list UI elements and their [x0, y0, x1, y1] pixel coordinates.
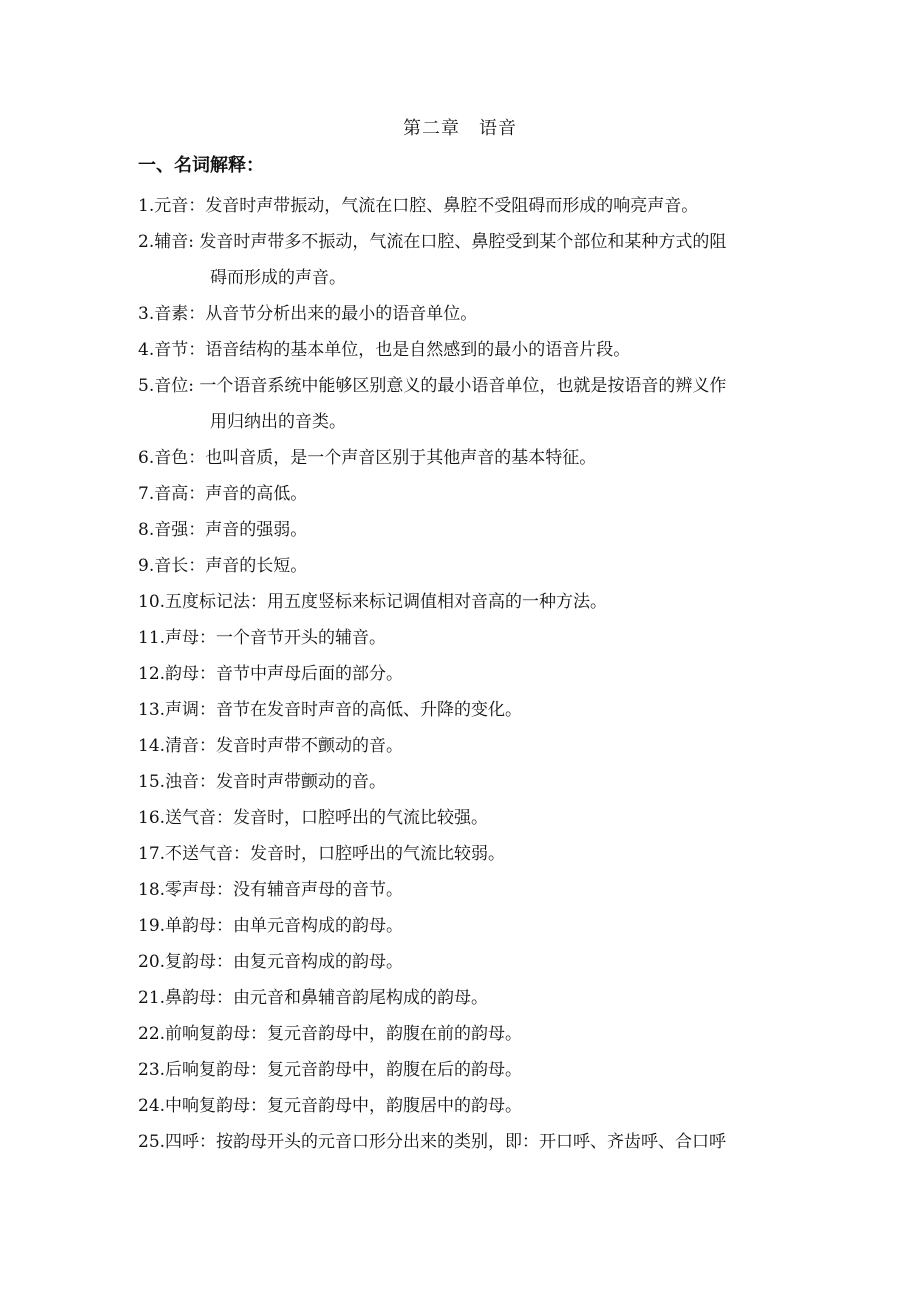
entry-number: 12.	[138, 664, 166, 684]
entry-definition: 音节在发音时声音的高低、升降的变化。	[216, 700, 523, 720]
entry-number: 7.	[138, 484, 155, 504]
entry-number: 20.	[138, 952, 166, 972]
definition-entry	[138, 224, 798, 296]
entry-definition: 发音时声带不颤动的音。	[216, 736, 404, 756]
entry-number: 15.	[138, 772, 166, 792]
entry-number: 18.	[138, 880, 166, 900]
entry-definition: 由元音和鼻辅音韵尾构成的韵母。	[233, 988, 489, 1008]
entry-definition: 语音结构的基本单位，也是自然感到的最小的语音片段。	[205, 340, 631, 360]
entry-definition: 由复元音构成的韵母。	[233, 952, 404, 972]
entry-term: 送气音：	[165, 808, 234, 828]
entry-term: 清音：	[165, 736, 217, 756]
entry-number: 11.	[138, 628, 166, 648]
entry-definition: 发音时声带颤动的音。	[216, 772, 387, 792]
entry-number: 1.	[138, 196, 155, 216]
entry-number: 19.	[138, 916, 166, 936]
entry-number: 6.	[138, 448, 155, 468]
entry-definition: 由单元音构成的韵母。	[233, 916, 404, 936]
entry-term: 后响复韵母：	[165, 1060, 268, 1080]
definition-entry	[138, 980, 798, 1016]
definition-entry	[138, 548, 798, 584]
definition-entry	[138, 908, 798, 944]
entry-term: 声调：	[165, 700, 217, 720]
entry-definition: 复元音韵母中，韵腹居中的韵母。	[267, 1096, 523, 1116]
entry-definition: 一个音节开头的辅音。	[216, 628, 387, 648]
definition-entry	[138, 368, 798, 440]
entry-number: 24.	[138, 1096, 166, 1116]
definition-entry	[138, 296, 798, 332]
definition-entry	[138, 764, 798, 800]
chapter-title: 第二章 语音	[403, 118, 517, 139]
entry-number: 8.	[138, 520, 155, 540]
definition-entry	[138, 440, 798, 476]
entry-term: 复韵母：	[165, 952, 234, 972]
entry-definition: 复元音韵母中，韵腹在前的韵母。	[267, 1024, 523, 1044]
entry-term: 鼻韵母：	[165, 988, 234, 1008]
entry-number: 25.	[138, 1132, 166, 1152]
definition-entry	[138, 728, 798, 764]
entry-definition: 发音时，口腔呼出的气流比较弱。	[250, 844, 506, 864]
entry-number: 14.	[138, 736, 166, 756]
entry-number: 21.	[138, 988, 166, 1008]
entry-term: 零声母：	[165, 880, 234, 900]
entry-term: 音素：	[154, 304, 206, 324]
entry-definition: 音节中声母后面的部分。	[216, 664, 404, 684]
entry-term: 辅音:	[154, 232, 200, 252]
entry-number: 3.	[138, 304, 155, 324]
entry-number: 16.	[138, 808, 166, 828]
entry-term: 音强：	[154, 520, 206, 540]
definition-entry	[138, 836, 798, 872]
entry-number: 13.	[138, 700, 166, 720]
definition-list	[138, 188, 798, 1160]
entry-definition: 也叫音质，是一个声音区别于其他声音的基本特征。	[205, 448, 597, 468]
entry-definition: 一个语音系统中能够区别意义的最小语音单位，也就是按语音的辨义作	[199, 376, 727, 396]
entry-term: 浊音：	[165, 772, 217, 792]
entry-number: 4.	[138, 340, 155, 360]
entry-definition: 复元音韵母中，韵腹在后的韵母。	[267, 1060, 523, 1080]
entry-term: 不送气音：	[165, 844, 251, 864]
definition-entry	[138, 944, 798, 980]
entry-definition: 发音时声带多不振动，气流在口腔、鼻腔受到某个部位和某种方式的阻	[199, 232, 727, 252]
entry-definition-continued: 碍而形成的声音。	[210, 268, 346, 288]
entry-term: 四呼：	[165, 1132, 217, 1152]
entry-number: 5.	[138, 376, 155, 396]
definition-entry	[138, 1124, 798, 1160]
entry-definition: 没有辅音声母的音节。	[233, 880, 404, 900]
entry-number: 22.	[138, 1024, 166, 1044]
entry-number: 23.	[138, 1060, 166, 1080]
entry-definition: 声音的长短。	[205, 556, 308, 576]
definition-entry	[138, 656, 798, 692]
entry-term: 音位:	[154, 376, 200, 396]
definition-entry	[138, 188, 798, 224]
entry-definition: 用五度竖标来标记调值相对音高的一种方法。	[267, 592, 608, 612]
entry-definition: 声音的高低。	[205, 484, 308, 504]
entry-term: 五度标记法：	[165, 592, 268, 612]
entry-definition: 从音节分析出来的最小的语音单位。	[205, 304, 478, 324]
entry-term: 音长：	[154, 556, 206, 576]
entry-number: 9.	[138, 556, 155, 576]
definition-entry	[138, 476, 798, 512]
definition-entry	[138, 512, 798, 548]
entry-term: 中响复韵母：	[165, 1096, 268, 1116]
definition-entry	[138, 620, 798, 656]
entry-definition: 按韵母开头的元音口形分出来的类别，即：开口呼、齐齿呼、合口呼	[216, 1132, 727, 1152]
entry-term: 音高：	[154, 484, 206, 504]
definition-entry	[138, 872, 798, 908]
definition-entry	[138, 692, 798, 728]
entry-definition: 发音时，口腔呼出的气流比较强。	[233, 808, 489, 828]
entry-number: 17.	[138, 844, 166, 864]
entry-term: 前响复韵母：	[165, 1024, 268, 1044]
definition-entry	[138, 1016, 798, 1052]
entry-term: 音节：	[154, 340, 206, 360]
entry-definition: 声音的强弱。	[205, 520, 308, 540]
entry-term: 单韵母：	[165, 916, 234, 936]
definition-entry	[138, 584, 798, 620]
entry-term: 声母：	[165, 628, 217, 648]
entry-number: 2.	[138, 232, 155, 252]
entry-term: 元音：	[154, 196, 206, 216]
definition-entry	[138, 332, 798, 368]
entry-definition-continued: 用归纳出的音类。	[210, 412, 346, 432]
entry-definition: 发音时声带振动，气流在口腔、鼻腔不受阻碍而形成的响亮声音。	[205, 196, 699, 216]
entry-number: 10.	[138, 592, 166, 612]
entry-term: 韵母：	[165, 664, 217, 684]
section-heading: 一、名词解释：	[138, 155, 264, 176]
definition-entry	[138, 1052, 798, 1088]
entry-term: 音色：	[154, 448, 206, 468]
definition-entry	[138, 1088, 798, 1124]
definition-entry	[138, 800, 798, 836]
